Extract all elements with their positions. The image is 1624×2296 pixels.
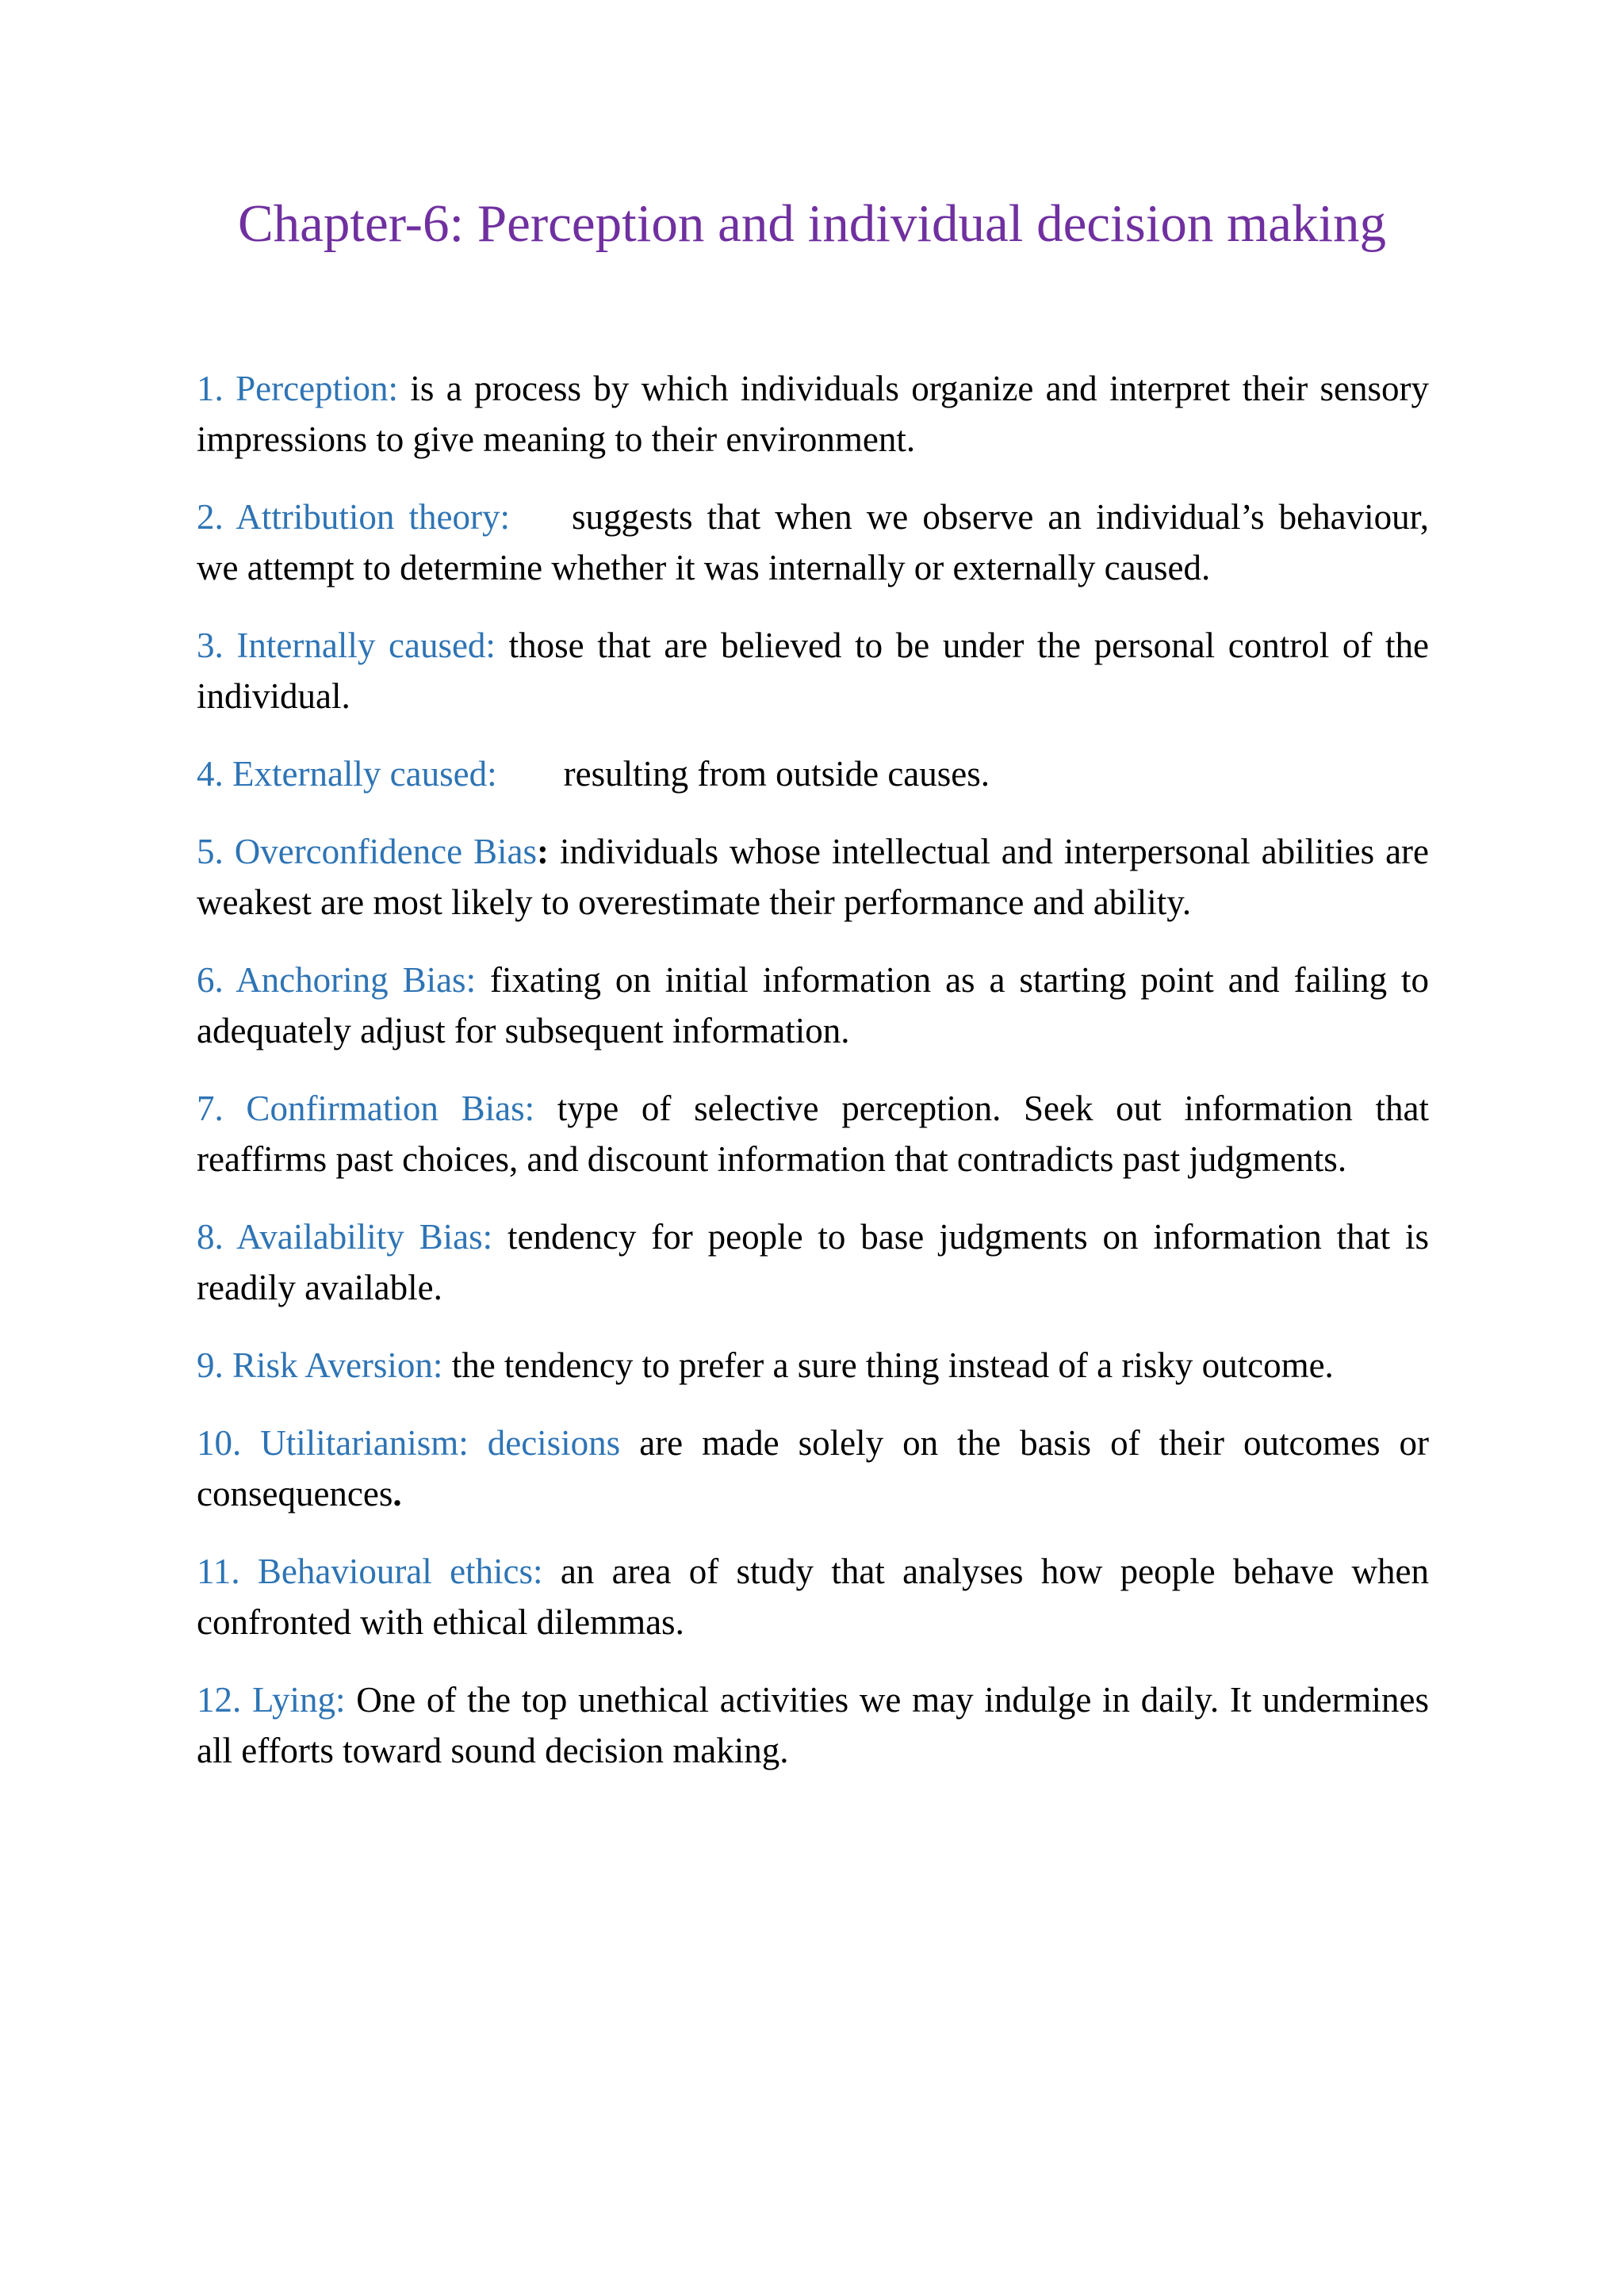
definition-lying [197, 1674, 1429, 1776]
term-label: 7. Confirmation Bias: [197, 1089, 535, 1128]
term-colon: : [537, 832, 550, 871]
definition-risk-aversion [197, 1340, 1429, 1391]
definition-text: resulting from outside causes. [563, 754, 990, 794]
definition-attribution-theory [197, 492, 1429, 593]
definition-text: those that are believed to be under the personal control of the individual. [197, 626, 1429, 716]
definition-availability-bias [197, 1211, 1429, 1313]
definition-text: fixating on initial information as a starting point and failing to adequately adjust for subsequent information. [197, 960, 1429, 1050]
definition-text: are made solely on the basis of their outcomes or consequences [197, 1423, 1429, 1513]
definition-confirmation-bias [197, 1083, 1429, 1184]
definition-text: tendency for people to base judgments on information that is readily available. [197, 1217, 1429, 1307]
definition-internally-caused [197, 620, 1429, 721]
definition-text: individuals whose intellectual and interpersonal abilities are weakest are most likely to overestimate their performance and ability. [197, 832, 1429, 922]
definition-utilitarianism [197, 1418, 1429, 1519]
definition-text: the tendency to prefer a sure thing instead of a risky outcome. [442, 1345, 1334, 1385]
definition-text: One of the top unethical activities we may indulge in daily. It undermines all efforts toward sound decision making. [197, 1680, 1429, 1770]
term-label: 8. Availability Bias: [197, 1217, 493, 1257]
definitions-list [197, 363, 1429, 1803]
term-label: 3. Internally caused: [197, 626, 496, 665]
definition-anchoring-bias [197, 955, 1429, 1056]
term-label: 11. Behavioural ethics: [197, 1552, 543, 1591]
term-label: 5. Overconfidence Bias [197, 832, 538, 871]
page-title: Chapter-6: Perception and individual decision making [237, 194, 1387, 253]
definition-end-period: . [393, 1474, 402, 1513]
definition-text: suggests that when we observe an individual’s behaviour, we attempt to determine whether it was internally or externally caused. [197, 497, 1429, 587]
definition-text: type of selective perception. Seek out information that reaffirms past choices, and discount information that contradicts past judgments. [197, 1089, 1429, 1179]
term-label: 2. Attribution theory: [197, 497, 510, 537]
definition-perception [197, 363, 1429, 465]
definition-text: is a process by which individuals organize and interpret their sensory impressions to give meaning to their environment. [197, 369, 1429, 459]
term-label: 12. Lying: [197, 1680, 346, 1720]
definition-behavioural-ethics [197, 1546, 1429, 1647]
term-label: 1. Perception: [197, 369, 399, 408]
term-label: 4. Externally caused: [197, 754, 497, 794]
definition-text: an area of study that analyses how people behave when confronted with ethical dilemmas. [197, 1552, 1429, 1642]
definition-overconfidence-bias [197, 826, 1429, 928]
definition-externally-caused [197, 748, 1429, 799]
term-label: 9. Risk Aversion: [197, 1345, 443, 1385]
term-label: 6. Anchoring Bias: [197, 960, 477, 1000]
term-label: 10. Utilitarianism: decisions [197, 1423, 621, 1463]
